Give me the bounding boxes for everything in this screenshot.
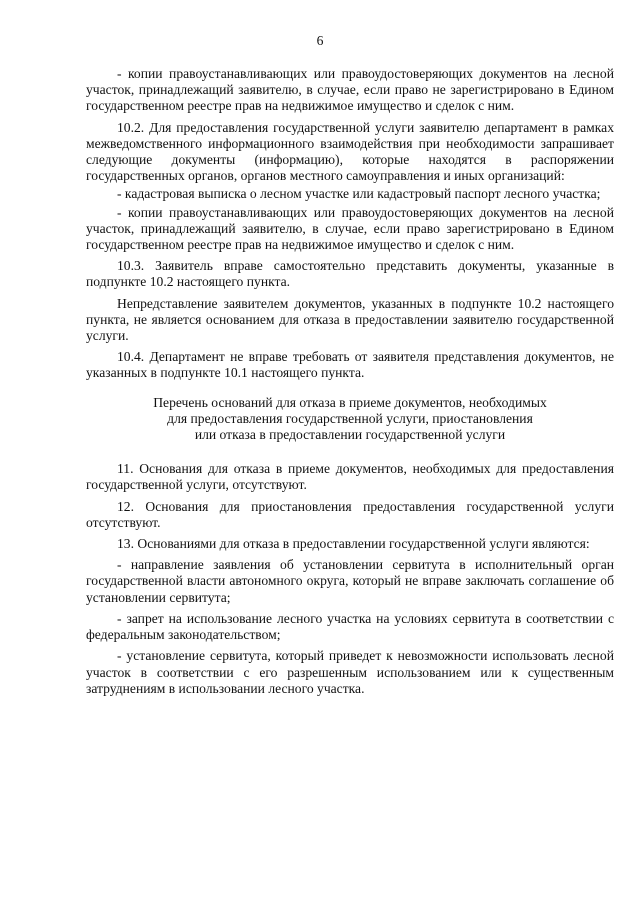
paragraph: - кадастровая выписка о лесном участке или кадастровый паспорт лесного участка; (117, 186, 601, 202)
paragraph: - копии правоустанавливающих или правоудостоверяющих документов на лесной участок, принадлежащий заявителю, в случае, если право не зарегистрировано в Едином государственном реестре прав на недвижимое имущество и сделок с ним. (86, 66, 614, 114)
paragraph: - запрет на использование лесного участка на условиях сервитута в соответствии с федеральным законодательством; (86, 610, 614, 643)
heading-line: или отказа в предоставлении государственной услуги (194, 427, 506, 443)
paragraph: Непредставление заявителем документов, указанных в подпункте 10.2 настоящего пункта, не является основанием для отказа в предоставлении заявителю государственной услуги. (86, 295, 614, 344)
paragraph: 10.2. Для предоставления государственной услуги заявителю департамент в рамках межведомственного информационного взаимодействия при необходимости запрашивает следующие документы (информацию), которые находятся в распоряжении государственных органов, органов местного самоуправления и иных организаций: (86, 119, 614, 184)
paragraph: - установление сервитута, который приведет к невозможности использовать лесной участок в соответствии с его разрешенным использованием или к существенным затруднениям в использовании лесного участка. (86, 648, 614, 696)
paragraph: 10.3. Заявитель вправе самостоятельно представить документы, указанные в подпункте 10.2 настоящего пункта. (86, 258, 614, 290)
paragraph: - направление заявления об установлении сервитута в исполнительный орган государственной власти автономного округа, который не вправе заключать соглашение об установлении сервитута; (86, 557, 614, 605)
page-content (86, 66, 614, 699)
paragraph: 12. Основания для приостановления предоставления государственной услуги отсутствуют. (86, 498, 614, 530)
paragraph: 11. Основания для отказа в приеме документов, необходимых для предоставления государственной услуги, отсутствуют. (86, 461, 614, 493)
page-number: 6 (316, 33, 324, 48)
section-heading (86, 395, 614, 444)
heading-line: для предоставления государственной услуги, приостановления (167, 410, 533, 426)
heading-line: Перечень оснований для отказа в приеме документов, необходимых (153, 394, 547, 410)
paragraph: - копии правоустанавливающих или правоудостоверяющих документов на лесной участок, принадлежащий заявителю, в случае, если право зарегистрировано в Едином государственном реестре прав на недвижимое имущество и сделок с ним. (86, 204, 614, 253)
paragraph: 10.4. Департамент не вправе требовать от заявителя представления документов, не указанных в подпункте 10.1 настоящего пункта. (86, 349, 614, 381)
paragraph: 13. Основаниями для отказа в предоставлении государственной услуги являются: (117, 536, 590, 552)
